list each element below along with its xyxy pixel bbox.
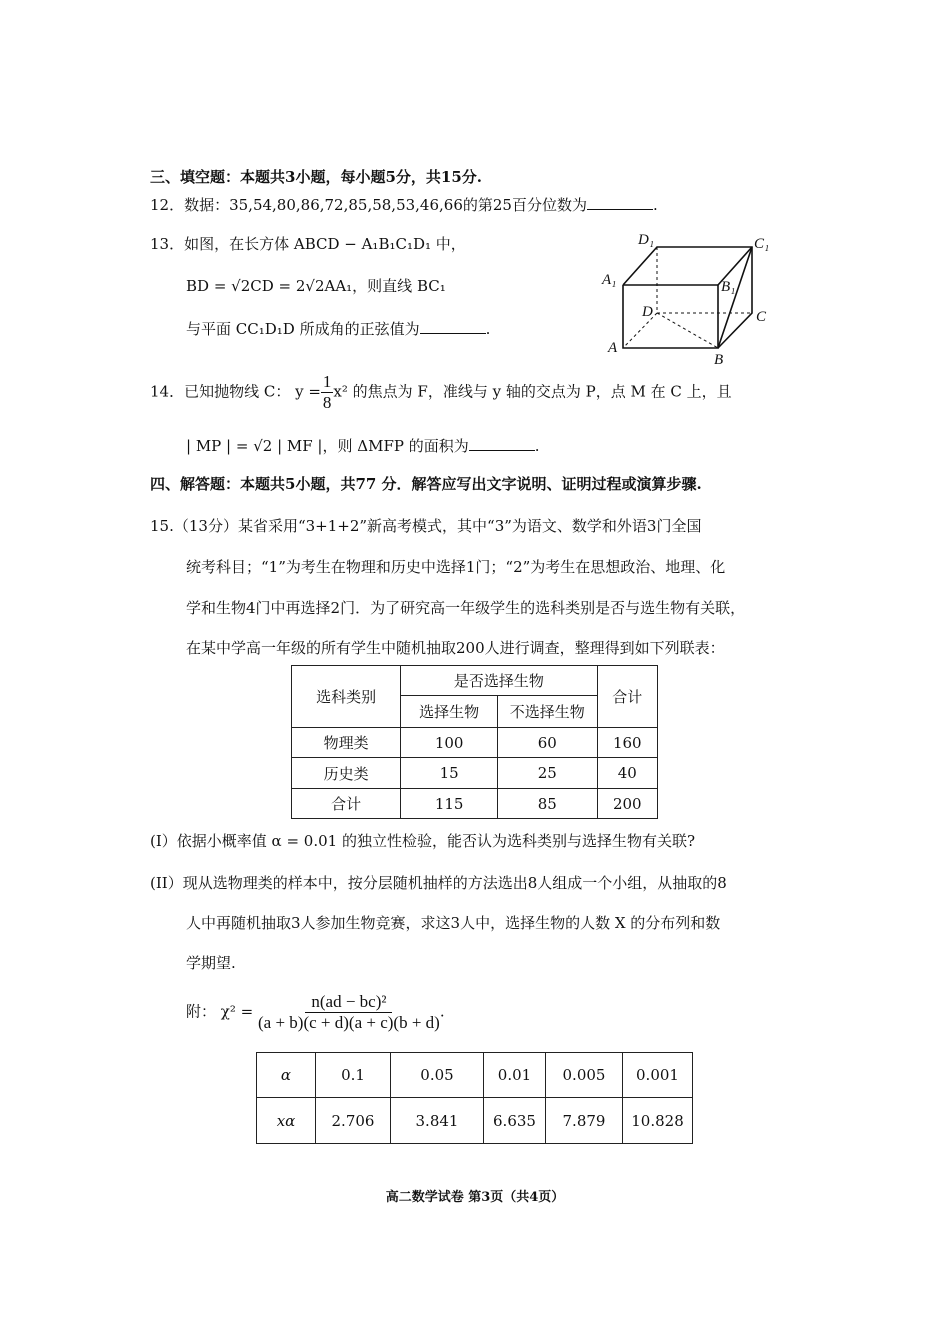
label-d: D (642, 304, 653, 320)
chi-square-formula (186, 992, 445, 1033)
q15-line: 在某中学高一年级的所有学生中随机抽取200人进行调查，整理得到如下列联表： (186, 639, 725, 657)
fraction (321, 372, 334, 413)
denominator: 8 (322, 393, 332, 412)
cell: 0.001 (623, 1053, 693, 1098)
cell: 7.879 (546, 1098, 623, 1144)
table-row (292, 728, 658, 758)
q15-part2-line: (II）现从选物理类的样本中，按分层随机抽样的方法选出8人组成一个小组，从抽取的8 (150, 874, 727, 892)
question-14-line2 (186, 435, 540, 456)
cell: 0.01 (484, 1053, 546, 1098)
header-cell: 合计 (597, 666, 657, 728)
q13-text: 如图，在长方体 ABCD − A₁B₁C₁D₁ 中， (184, 235, 466, 253)
cell: 合计 (292, 789, 401, 819)
table-row (257, 1098, 693, 1144)
q12-text: 数据：35,54,80,86,72,85,58,53,46,66的第25百分位数为 (184, 196, 587, 214)
q15-part1: (I）依据小概率值 α = 0.01 的独立性检验，能否认为选科类别与选择生物有关联? (150, 832, 695, 850)
numerator: 1 (322, 372, 332, 391)
label-b1: B₁ (721, 279, 736, 295)
denominator: (a + b)(c + d)(a + c)(b + d) (258, 1013, 440, 1032)
period: . (485, 320, 491, 338)
header-cell: 不选择生物 (498, 696, 598, 728)
q15-part2-line: 人中再随机抽取3人参加生物竞赛，求这3人中，选择生物的人数 X 的分布列和数 (186, 914, 721, 932)
critical-value-table (256, 1052, 693, 1144)
cell: 160 (597, 728, 657, 758)
answer-blank (469, 436, 535, 451)
cuboid-figure (590, 222, 790, 372)
cell: 100 (401, 728, 498, 758)
table-row (292, 789, 658, 819)
cell: 0.05 (391, 1053, 484, 1098)
section-3-heading: 三、填空题：本题共3小题，每小题5分，共15分. (150, 168, 482, 186)
fraction (258, 992, 440, 1033)
cell: 物理类 (292, 728, 401, 758)
header-cell: 选科类别 (292, 666, 401, 728)
cell: 历史类 (292, 758, 401, 789)
numerator: n(ad − bc)² (305, 992, 392, 1013)
period: . (534, 437, 540, 455)
q14-text: x² 的焦点为 F，准线与 y 轴的交点为 P，点 M 在 C 上，且 (333, 382, 732, 401)
label-c1: C₁ (754, 236, 770, 252)
q15-line: 学和生物4门中再选择2门．为了研究高一年级学生的选科类别是否与选生物有关联， (186, 599, 746, 617)
section-4-heading: 四、解答题：本题共5小题，共77 分．解答应写出文字说明、证明过程或演算步骤. (150, 475, 702, 493)
page-footer: 高二数学试卷 第3页（共4页） (385, 1190, 565, 1205)
header-cell: 选择生物 (401, 696, 498, 728)
label-a1: A₁ (602, 272, 617, 288)
cell: 25 (498, 758, 598, 789)
cell: 10.828 (623, 1098, 693, 1144)
label-d1: D₁ (638, 232, 655, 248)
q15-line: 15.（13分）某省采用“3+1+2”新高考模式，其中“3”为语文、数学和外语3门全国 (150, 517, 702, 535)
cell: α (257, 1053, 316, 1098)
table-row (257, 1053, 693, 1098)
formula-label: 附： χ² = (186, 1002, 254, 1021)
q-num: 13． (150, 235, 185, 253)
q-num: 12． (150, 196, 185, 214)
q14-text: | MP | = √2 | MF |，则 ΔMFP 的面积为 (186, 437, 469, 455)
question-14-line1 (150, 372, 732, 413)
table-row (292, 758, 658, 789)
cell: 200 (597, 789, 657, 819)
answer-blank (420, 319, 486, 334)
period: . (652, 196, 658, 214)
q14-text: 已知抛物线 C： y = (184, 382, 321, 401)
cell: 15 (401, 758, 498, 789)
cell: 40 (597, 758, 657, 789)
cell: 85 (498, 789, 598, 819)
answer-blank (587, 195, 653, 210)
q15-part2-line: 学期望. (186, 954, 236, 972)
question-13-line1 (150, 233, 466, 254)
q15-line: 统考科目；“1”为考生在物理和历史中选择1门；“2”为考生在思想政治、地理、化 (186, 558, 726, 576)
cell: 6.635 (484, 1098, 546, 1144)
q13-text: 与平面 CC₁D₁D 所成角的正弦值为 (186, 320, 420, 338)
cell: 3.841 (391, 1098, 484, 1144)
question-13-line3 (186, 318, 490, 339)
question-12 (150, 194, 658, 215)
cell: xα (257, 1098, 316, 1144)
label-c: C (756, 309, 767, 325)
cell: 0.005 (546, 1053, 623, 1098)
q-num: 14． (150, 382, 185, 401)
cell: 60 (498, 728, 598, 758)
period: . (439, 1002, 445, 1021)
question-13-line2: BD = √2CD = 2√2AA₁，则直线 BC₁ (186, 277, 446, 295)
cell: 0.1 (316, 1053, 391, 1098)
cell: 115 (401, 789, 498, 819)
header-cell: 是否选择生物 (401, 666, 597, 696)
cell: 2.706 (316, 1098, 391, 1144)
label-a: A (608, 340, 618, 356)
contingency-table (291, 665, 658, 819)
label-b: B (714, 352, 724, 368)
